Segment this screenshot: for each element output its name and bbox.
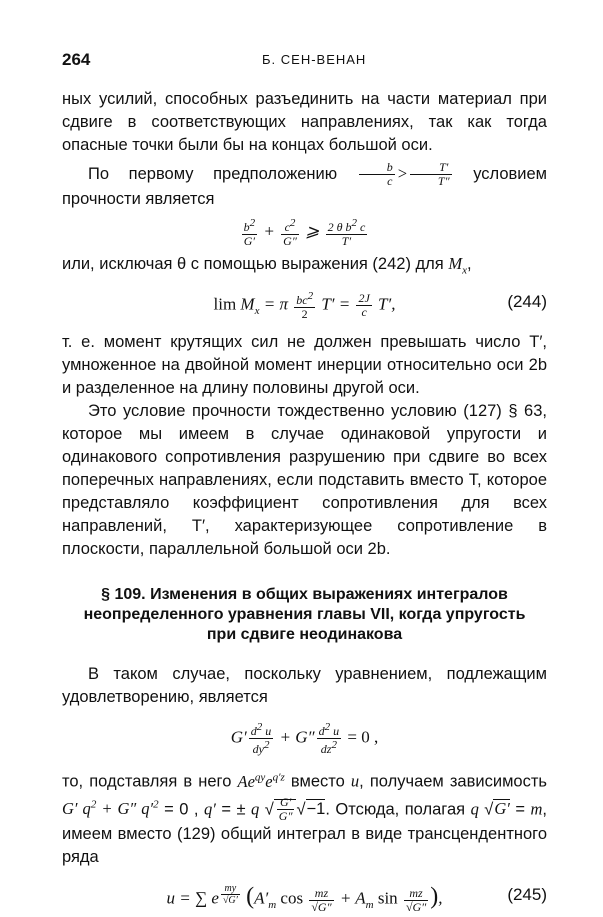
fraction-b-over-c: $\frac{b}{c}$ <box>359 161 395 188</box>
paragraph-1: ных усилий, способных разъединить на части материал при сдвиге в соответствующих направлениях, так как тогда опасные точки были бы на концах большой оси. <box>62 90 547 154</box>
paragraph-7: то, подставляя в него $Ae^{qy}e^{q'z}$ вместо u, получаем зависимость G′ $q^2 + G''$ $q'^2 = 0$ , q′ = ± q √ $\frac{G'}{G''}$ √−1. Отсюда, полагая q √G′ = m, имеем вместо (129) общий интеграл в виде трансцендентного ряда <box>62 771 548 867</box>
page-header <box>62 50 547 72</box>
section-heading-109: § 109. Изменения в общих выражениях интегралов неопределенного уравнения главы VII, когда упругость при сдвиге неодинакова <box>83 586 526 644</box>
equation-244: $\lim M_x = \pi$ $\frac{bc2}{2}$ T′ = $\frac{2J}{c}$ T′, (244) <box>213 290 547 322</box>
paragraph-6: В таком случае, поскольку уравнением, подлежащим удовлетворению, является <box>62 665 547 707</box>
equation-number-244: (244) <box>507 292 547 312</box>
strength-inequality: $\frac{b2}{G'}$ + $\frac{c2}{G''}$ ⩾ $\frac{\text{2 θ b2 c}}{T'}$ <box>243 217 366 248</box>
paragraph-2: По первому предположению $\frac{b}{c}$ > $\frac{T'}{T''}$ условием прочности является <box>62 160 547 208</box>
differential-equation: G′ $\frac{d2 u}{dy2}$ + G″ $\frac{d2 u}{dz2}$ = 0 , <box>230 721 379 757</box>
fraction-T-ratio: $\frac{T'}{T''}$ <box>410 161 452 188</box>
paragraph-3: или, исключая θ с помощью выражения (242) для $M_x$, <box>62 254 472 277</box>
equation-number-245: (245) <box>507 885 547 905</box>
paragraph-4: т. е. момент крутящих сил не должен превышать число T′, умноженное на двойной момент инерции относительно оси 2b и разделенное на длину половины другой оси. <box>62 333 547 398</box>
page-number: 264 <box>62 50 91 69</box>
running-head: Б. СЕН-ВЕНАН <box>262 52 367 67</box>
page-body <box>62 88 547 917</box>
paragraph-5: Это условие прочности тождественно условию (127) § 63, которое мы имеем в случае одинаковой упругости и одинакового сопротивления разрушению при сдвиге во всех поперечных направлениях, если подставить вместо T, которое представляло коэффициент сопротивления для всех направлений, T′, характеризующее сопротивление в плоскости, параллельной большой оси 2b. <box>62 402 547 559</box>
equation-245: u = ∑ e $^{\frac{my}{√G'}}$ ($A'_m$ cos $\frac{mz}{√G''}$ + $A_m$ sin $\frac{mz}{√G''}$ ), (245) <box>166 883 547 914</box>
